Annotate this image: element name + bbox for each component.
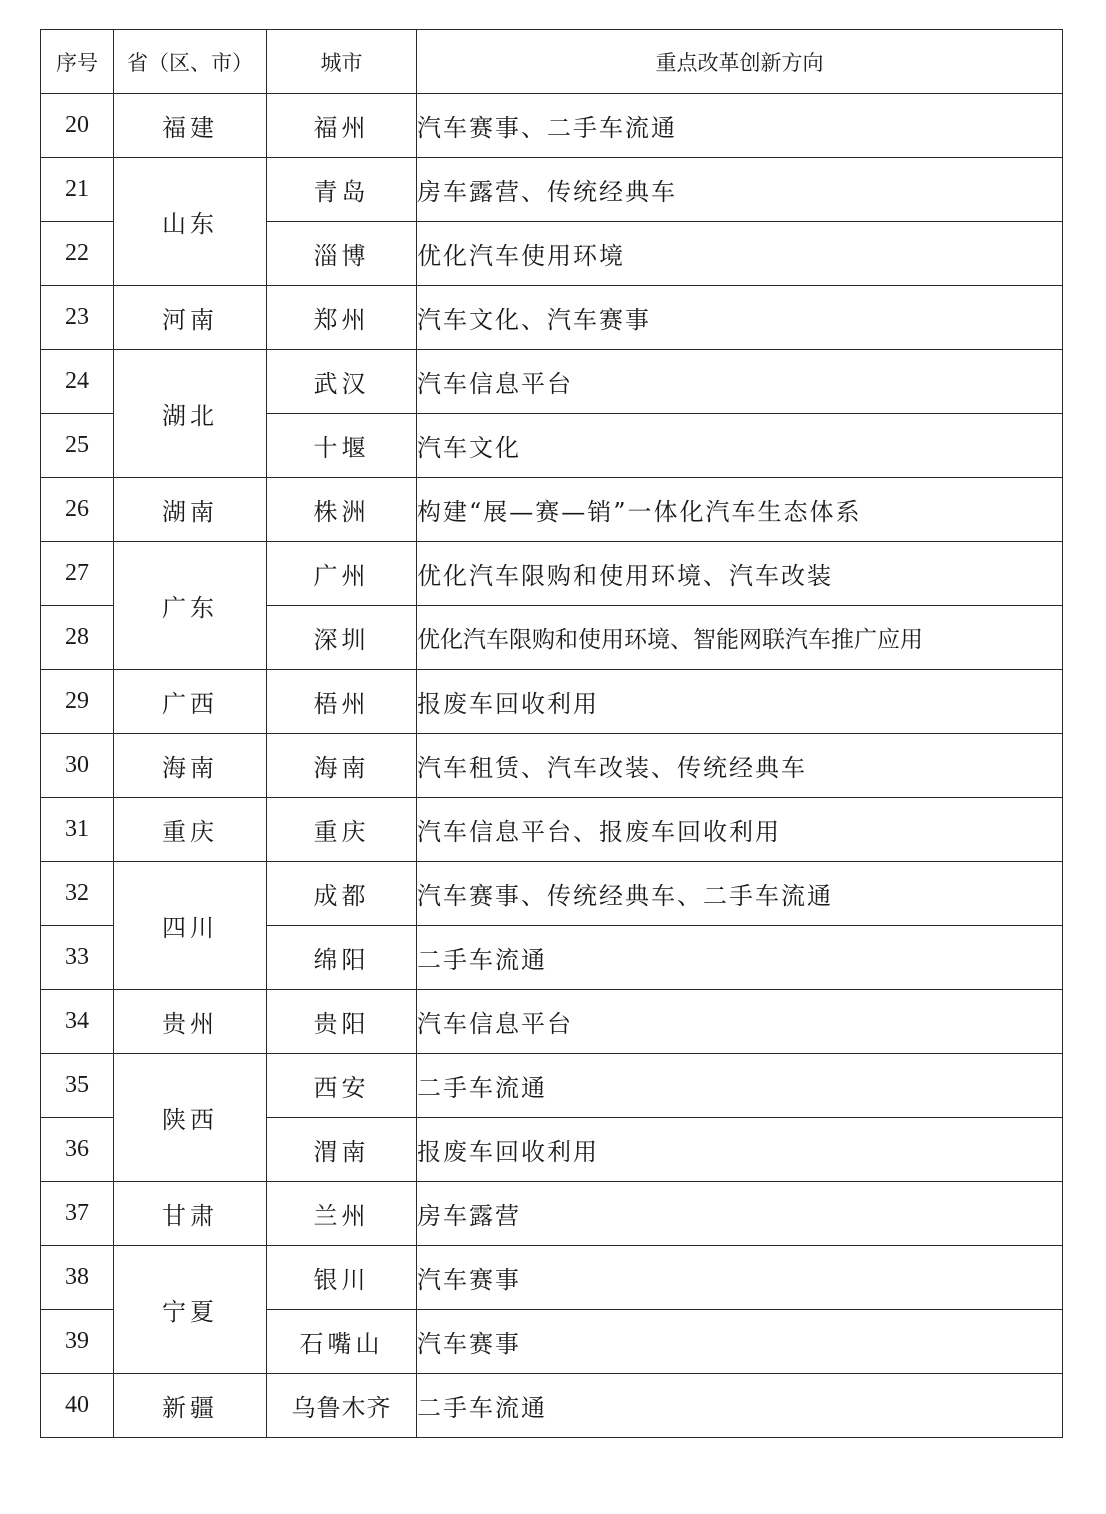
reform-direction-cell: 二手车流通 (417, 1054, 1063, 1118)
city-cell: 青岛 (267, 158, 417, 222)
reform-direction-cell: 二手车流通 (417, 1374, 1063, 1438)
province-cell: 陕西 (114, 1054, 267, 1182)
city-cell: 十堰 (267, 414, 417, 478)
city-cell: 重庆 (267, 798, 417, 862)
serial-number-cell: 21 (41, 158, 114, 222)
serial-number-cell: 37 (41, 1182, 114, 1246)
header-province: 省（区、市） (114, 30, 267, 94)
serial-number-cell: 24 (41, 350, 114, 414)
province-cell: 山东 (114, 158, 267, 286)
city-cell: 梧州 (267, 670, 417, 734)
reform-direction-cell: 汽车信息平台、报废车回收利用 (417, 798, 1063, 862)
city-cell: 石嘴山 (267, 1310, 417, 1374)
table-row (41, 990, 1063, 1054)
table-row (41, 94, 1063, 158)
city-cell: 西安 (267, 1054, 417, 1118)
table-row (41, 286, 1063, 350)
city-cell: 广州 (267, 542, 417, 606)
serial-number-cell: 32 (41, 862, 114, 926)
reform-direction-cell: 汽车赛事、传统经典车、二手车流通 (417, 862, 1063, 926)
table-row (41, 1246, 1063, 1310)
table-row (41, 350, 1063, 414)
serial-number-cell: 30 (41, 734, 114, 798)
reform-direction-cell: 优化汽车使用环境 (417, 222, 1063, 286)
reform-direction-cell: 汽车信息平台 (417, 350, 1063, 414)
city-cell: 株洲 (267, 478, 417, 542)
reform-direction-cell: 汽车赛事、二手车流通 (417, 94, 1063, 158)
province-cell: 贵州 (114, 990, 267, 1054)
table-row (41, 158, 1063, 222)
serial-number-cell: 33 (41, 926, 114, 990)
table-row (41, 862, 1063, 926)
table-row (41, 478, 1063, 542)
reform-direction-cell: 报废车回收利用 (417, 1118, 1063, 1182)
table-row (41, 798, 1063, 862)
province-cell: 湖南 (114, 478, 267, 542)
reform-direction-cell: 汽车赛事 (417, 1246, 1063, 1310)
province-cell: 宁夏 (114, 1246, 267, 1374)
province-cell: 福建 (114, 94, 267, 158)
reform-direction-cell: 报废车回收利用 (417, 670, 1063, 734)
serial-number-cell: 23 (41, 286, 114, 350)
city-cell: 乌鲁木齐 (267, 1374, 417, 1438)
province-cell: 四川 (114, 862, 267, 990)
province-cell: 甘肃 (114, 1182, 267, 1246)
header-city: 城市 (267, 30, 417, 94)
city-cell: 绵阳 (267, 926, 417, 990)
serial-number-cell: 31 (41, 798, 114, 862)
province-cell: 广西 (114, 670, 267, 734)
reform-direction-cell: 汽车租赁、汽车改装、传统经典车 (417, 734, 1063, 798)
city-cell: 淄博 (267, 222, 417, 286)
reform-direction-cell: 构建“展—赛—销”一体化汽车生态体系 (417, 478, 1063, 542)
serial-number-cell: 29 (41, 670, 114, 734)
province-cell: 海南 (114, 734, 267, 798)
table-row (41, 1182, 1063, 1246)
reform-direction-cell: 二手车流通 (417, 926, 1063, 990)
province-cell: 广东 (114, 542, 267, 670)
province-cell: 湖北 (114, 350, 267, 478)
city-cell: 深圳 (267, 606, 417, 670)
table-header (41, 30, 1063, 94)
serial-number-cell: 20 (41, 94, 114, 158)
reform-direction-cell: 房车露营 (417, 1182, 1063, 1246)
serial-number-cell: 28 (41, 606, 114, 670)
city-cell: 成都 (267, 862, 417, 926)
table-body (41, 94, 1063, 1438)
reform-direction-cell: 汽车信息平台 (417, 990, 1063, 1054)
serial-number-cell: 22 (41, 222, 114, 286)
reform-direction-cell: 房车露营、传统经典车 (417, 158, 1063, 222)
city-cell: 福州 (267, 94, 417, 158)
reform-direction-cell: 汽车赛事 (417, 1310, 1063, 1374)
serial-number-cell: 38 (41, 1246, 114, 1310)
province-cell: 重庆 (114, 798, 267, 862)
serial-number-cell: 26 (41, 478, 114, 542)
table-row (41, 542, 1063, 606)
table-row (41, 670, 1063, 734)
table-row (41, 1374, 1063, 1438)
city-cell: 郑州 (267, 286, 417, 350)
table-row (41, 734, 1063, 798)
city-cell: 银川 (267, 1246, 417, 1310)
serial-number-cell: 40 (41, 1374, 114, 1438)
serial-number-cell: 35 (41, 1054, 114, 1118)
header-row (41, 30, 1063, 94)
city-cell: 海南 (267, 734, 417, 798)
reform-direction-cell: 汽车文化、汽车赛事 (417, 286, 1063, 350)
city-cell: 渭南 (267, 1118, 417, 1182)
header-serial-number: 序号 (41, 30, 114, 94)
serial-number-cell: 34 (41, 990, 114, 1054)
serial-number-cell: 25 (41, 414, 114, 478)
city-cell: 贵阳 (267, 990, 417, 1054)
table-row (41, 1054, 1063, 1118)
serial-number-cell: 27 (41, 542, 114, 606)
serial-number-cell: 36 (41, 1118, 114, 1182)
header-reform-direction: 重点改革创新方向 (417, 30, 1063, 94)
reform-direction-cell: 优化汽车限购和使用环境、汽车改装 (417, 542, 1063, 606)
reform-pilot-table (40, 29, 1063, 1438)
province-cell: 新疆 (114, 1374, 267, 1438)
city-cell: 兰州 (267, 1182, 417, 1246)
province-cell: 河南 (114, 286, 267, 350)
serial-number-cell: 39 (41, 1310, 114, 1374)
reform-direction-cell: 汽车文化 (417, 414, 1063, 478)
reform-direction-cell: 优化汽车限购和使用环境、智能网联汽车推广应用 (417, 606, 1063, 670)
city-cell: 武汉 (267, 350, 417, 414)
